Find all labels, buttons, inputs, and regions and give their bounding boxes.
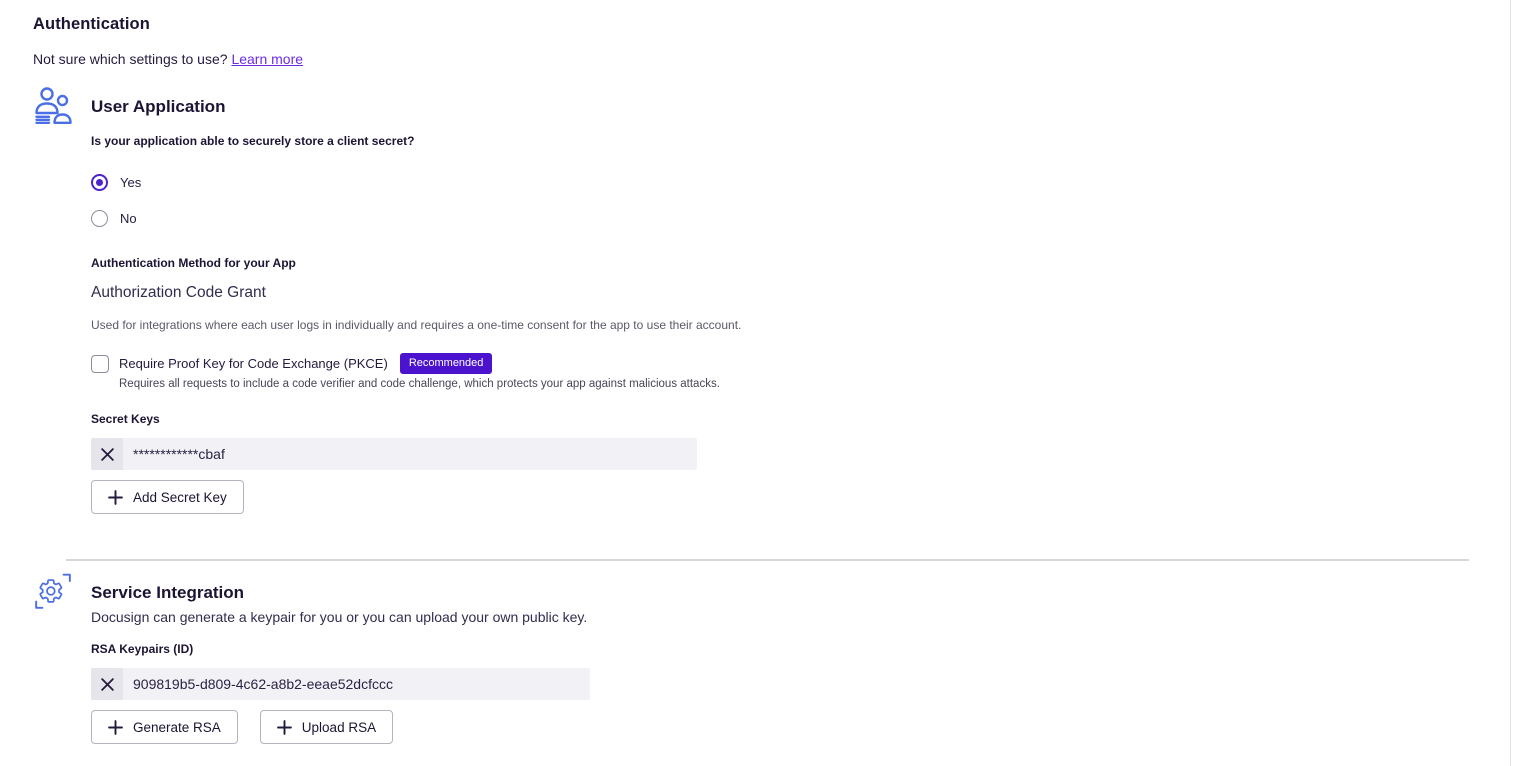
generate-rsa-label: Generate RSA (133, 719, 221, 735)
rsa-keypair-id: 909819b5-d809-4c62-a8b2-eeae52dcfccc (133, 676, 393, 692)
pkce-description: Requires all requests to include a code verifier and code challenge, which protects your app against malicious attacks. (119, 378, 720, 390)
user-application-body (91, 85, 1513, 514)
pkce-checkbox[interactable] (91, 355, 109, 373)
remove-rsa-keypair-button[interactable] (91, 668, 123, 700)
service-integration-body (91, 569, 1513, 744)
radio-yes-label: Yes (120, 175, 142, 190)
radio-no-control[interactable] (91, 210, 108, 227)
client-secret-question: Is your application able to securely store a client secret? (91, 134, 415, 148)
rsa-button-row (91, 710, 1513, 744)
remove-secret-key-button[interactable] (91, 438, 123, 470)
plus-icon (108, 490, 123, 505)
section-divider (66, 559, 1469, 561)
gear-icon (33, 569, 73, 744)
add-secret-key-label: Add Secret Key (133, 489, 227, 505)
radio-no-label: No (120, 211, 137, 226)
service-integration-heading: Service Integration (91, 583, 245, 602)
close-icon (100, 447, 115, 462)
plus-icon (108, 720, 123, 735)
generate-rsa-button[interactable] (91, 710, 238, 744)
add-secret-key-button[interactable] (91, 480, 244, 514)
learn-more-link[interactable]: Learn more (231, 51, 304, 67)
help-line (33, 51, 1513, 67)
rsa-keypairs-label: RSA Keypairs (ID) (91, 642, 194, 656)
close-icon (100, 677, 115, 692)
plus-icon (277, 720, 292, 735)
upload-rsa-label: Upload RSA (301, 719, 377, 735)
auth-method-label: Authentication Method for your App (91, 256, 296, 270)
secret-key-row (91, 438, 697, 470)
pkce-label: Require Proof Key for Code Exchange (PKCE) (119, 356, 388, 371)
user-application-section (33, 85, 1513, 514)
radio-option-no[interactable] (91, 210, 1513, 227)
auth-method-value: Authorization Code Grant (91, 284, 266, 301)
help-text: Not sure which settings to use? (33, 51, 228, 67)
auth-method-description: Used for integrations where each user logs in individually and requires a one-time consent for the app to use their account. (91, 318, 742, 332)
page-right-border (1510, 0, 1511, 766)
service-integration-description: Docusign can generate a keypair for you or you can upload your own public key. (91, 609, 588, 625)
secret-keys-label: Secret Keys (91, 412, 160, 426)
secret-key-value: ************cbaf (133, 446, 225, 462)
recommended-badge: Recommended (400, 353, 493, 374)
user-application-heading: User Application (91, 97, 226, 116)
pkce-row (91, 353, 1513, 374)
page-title: Authentication (33, 15, 150, 33)
upload-rsa-button[interactable] (260, 710, 393, 744)
users-icon (33, 85, 73, 514)
radio-yes-control[interactable] (91, 174, 108, 191)
rsa-keypair-row (91, 668, 590, 700)
service-integration-section (33, 569, 1513, 744)
radio-option-yes[interactable] (91, 174, 1513, 191)
